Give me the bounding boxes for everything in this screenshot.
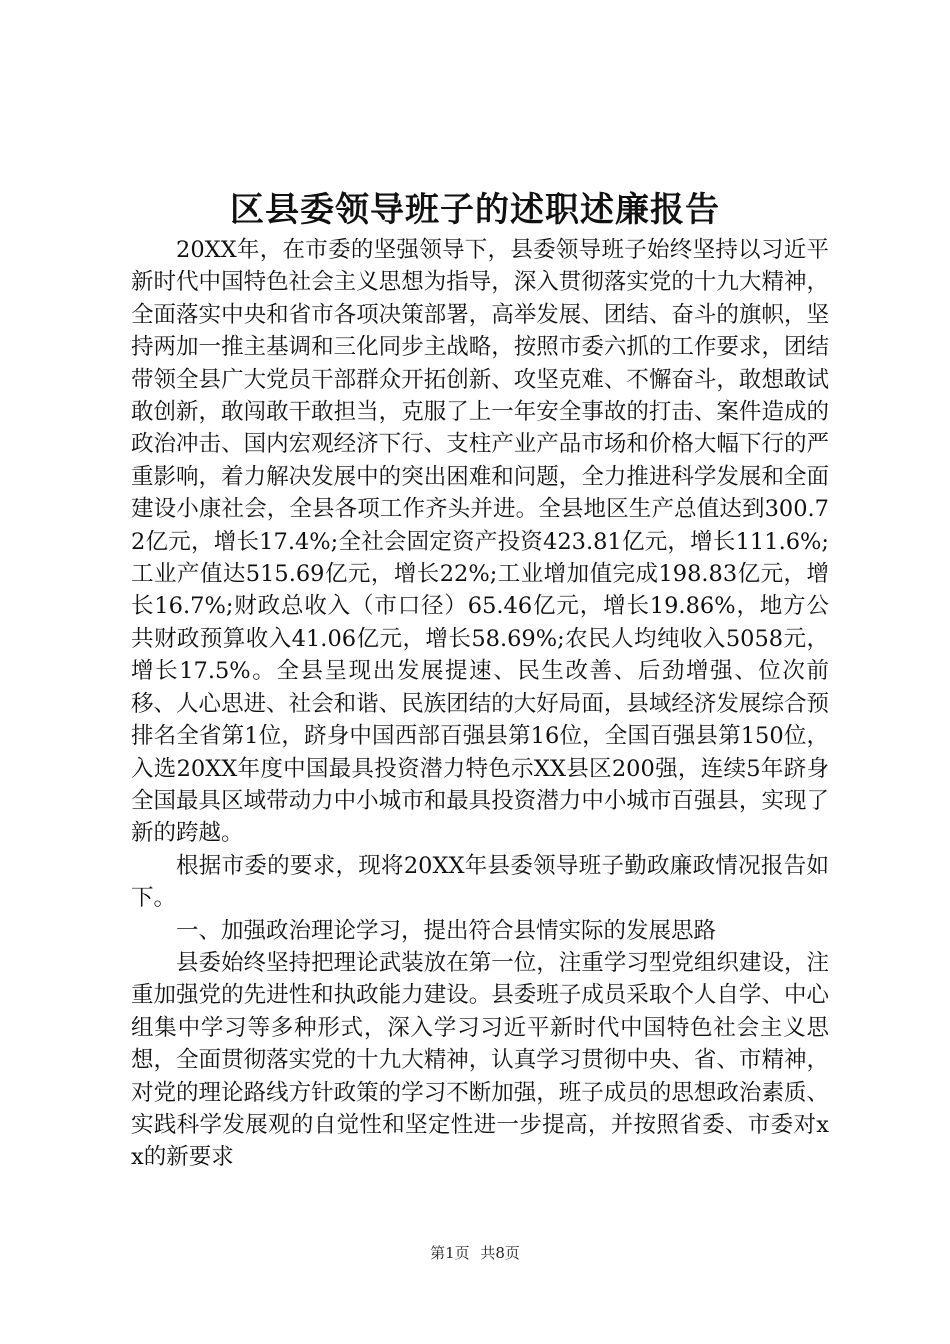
section-heading-1: 一、加强政治理论学习，提出符合县情实际的发展思路 xyxy=(176,917,717,944)
document-title: 区县委领导班子的述职述廉报告 xyxy=(230,190,720,230)
paragraph-report-lead: 根据市委的要求，现将20XX年县委领导班子勤政廉政情况报告如下。 xyxy=(131,852,829,912)
paragraph-intro: 20XX年，在市委的坚强领导下，县委领导班子始终坚持以习近平新时代中国特色社会主义思想为指导，深入贯彻落实党的十九大精神，全面落实中央和省市各项决策部署，高举发展、团结、奋斗的旗帜，坚持两加一推主基调和三化同步主战略，按照市委六抓的工作要求，团结带领全县广大党员干部群众开拓创新、攻坚克难、不懈奋斗，敢想敢试敢创新，敢闯敢干敢担当，克服了上一年安全事故的打击、案件造成的政治冲击、国内宏观经济下行、支柱产业产品市场和价格大幅下行的严重影响，着力解决发展中的突出困难和问题，全力推进科学发展和全面建设小康社会，全县各项工作齐头并进。全县地区生产总值达到300.72亿元，增长17.4%;全社会固定资产投资423.81亿元，增长111.6%;工业产值达515.69亿元，增长22%;工业增加值完成198.83亿元，增长16.7%;财政总收入（市口径）65.46亿元，增长19.86%，地方公共财政预算收入41.06亿元，增长58.69%;农民人均纯收入5058元，增长17.5%。全县呈现出发展提速、民生改善、后劲增强、位次前移、人心思进、社会和谐、民族团结的大好局面，县域经济发展综合预排名全省第1位，跻身中国西部百强县第16位，全国百强县第150位，入选20XX年度中国最具投资潜力特色示XX县区200强，连续5年跻身全国最具区域带动力中小城市和最具投资潜力中小城市百强县，实现了新的跨越。 xyxy=(131,237,829,847)
paragraph-section-1: 县委始终坚持把理论武装放在第一位，注重学习型党组织建设，注重加强党的先进性和执政能力建设。县委班子成员采取个人自学、中心组集中学习等多种形式，深入学习习近平新时代中国特色社会主义思想，全面贯彻落实党的十九大精神，认真学习贯彻中央、省、市精神，对党的理论路线方针政策的学习不断加强，班子成员的思想政治素质、实践科学发展观的自觉性和坚定性进一步提高，并按照省委、市委对xx的新要求 xyxy=(131,949,829,1171)
page-number: 第1页 xyxy=(430,1244,470,1262)
document-body xyxy=(131,234,829,1174)
page-total: 共8页 xyxy=(480,1244,520,1262)
page-footer xyxy=(0,1243,950,1263)
